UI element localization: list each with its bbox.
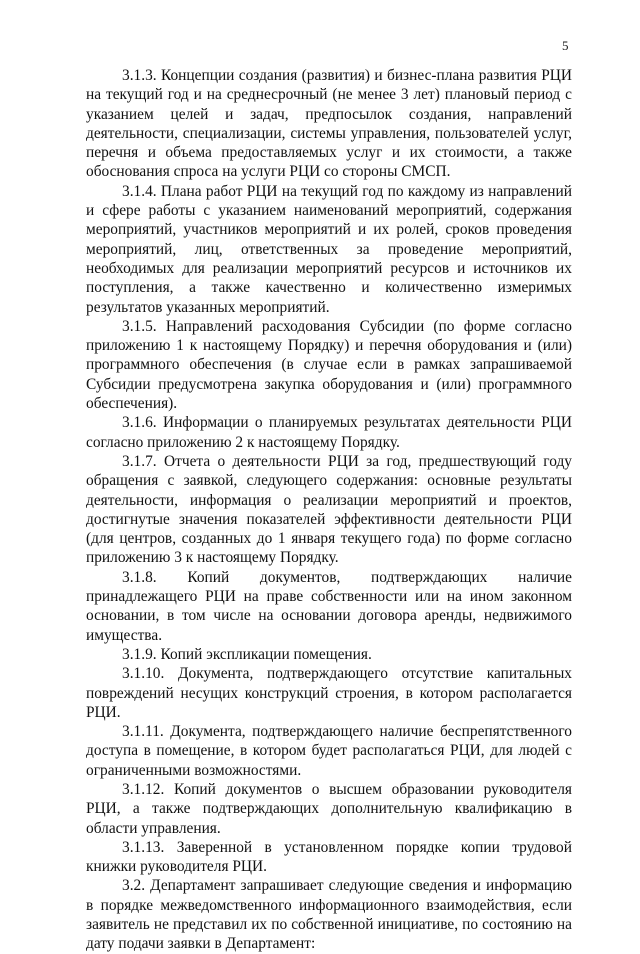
- paragraph-3-2: 3.2. Департамент запрашивает следующие сведения и информацию в порядке межведомственного информационного взаимодействия, если заявитель не представил их по собственной инициативе, по состоянию на дату подачи заявки в Департамент:: [86, 877, 572, 953]
- paragraph-3-1-11: 3.1.11. Документа, подтверждающего наличие беспрепятственного доступа в помещение, в котором будет располагаться РЦИ, для людей с ограниченными возможностями.: [86, 723, 572, 779]
- paragraph-3-1-5: 3.1.5. Направлений расходования Субсидии (по форме согласно приложению 1 к настоящему Порядку) и перечня оборудования и (или) программного обеспечения (в случае если в рамках запрашиваемой Субсидии предусмотрена закупка оборудования и (или) программного обеспечения).: [86, 317, 572, 413]
- page-number: 5: [562, 38, 569, 53]
- paragraph-3-1-10: 3.1.10. Документа, подтверждающего отсутствие капитальных повреждений несущих конструкций строения, в котором располагается РЦИ.: [86, 665, 572, 721]
- document-body: [86, 66, 572, 954]
- paragraph-3-1-13: 3.1.13. Заверенной в установленном порядке копии трудовой книжки руководителя РЦИ.: [86, 838, 572, 876]
- paragraph-3-1-6: 3.1.6. Информации о планируемых результатах деятельности РЦИ согласно приложению 2 к настоящему Порядку.: [86, 414, 572, 451]
- paragraph-3-1-9: 3.1.9. Копий экспликации помещения.: [122, 645, 372, 663]
- paragraph-3-1-7: 3.1.7. Отчета о деятельности РЦИ за год, предшествующий году обращения с заявкой, следующего содержания: основные результаты деятельности, информация о реализации мероприятий и проектов, достигнутые значения показателей эффективности деятельности РЦИ (для центров, созданных до 1 января текущего года) по форме согласно приложению 3 к настоящему Порядку.: [86, 452, 572, 567]
- paragraph-3-1-3: 3.1.3. Концепции создания (развития) и бизнес-плана развития РЦИ на текущий год и на среднесрочный (не менее 3 лет) плановый период с указанием целей и задач, предпосылок создания, направлений деятельности, специализации, системы управления, пользователей услуг, перечня и объема предоставляемых услуг и их стоимости, а также обоснования спроса на услуги РЦИ со стороны СМСП.: [86, 67, 572, 181]
- paragraph-3-1-8: 3.1.8. Копий документов, подтверждающих наличие принадлежащего РЦИ на праве собственности или на ином законном основании, в том числе на основании договора аренды, недвижимого имущества.: [86, 568, 572, 644]
- paragraph-3-1-4: 3.1.4. Плана работ РЦИ на текущий год по каждому из направлений и сфере работы с указанием наименований мероприятий, содержания мероприятий, участников мероприятий и их ролей, сроков проведения мероприятий, лиц, ответственных за проведение мероприятий, необходимых для реализации мероприятий ресурсов и источников их поступления, а также качественно и количественно измеримых результатов указанных мероприятий.: [86, 182, 572, 316]
- paragraph-3-1-12: 3.1.12. Копий документов о высшем образовании руководителя РЦИ, а также подтверждающих дополнительную квалификацию в области управления.: [86, 780, 572, 837]
